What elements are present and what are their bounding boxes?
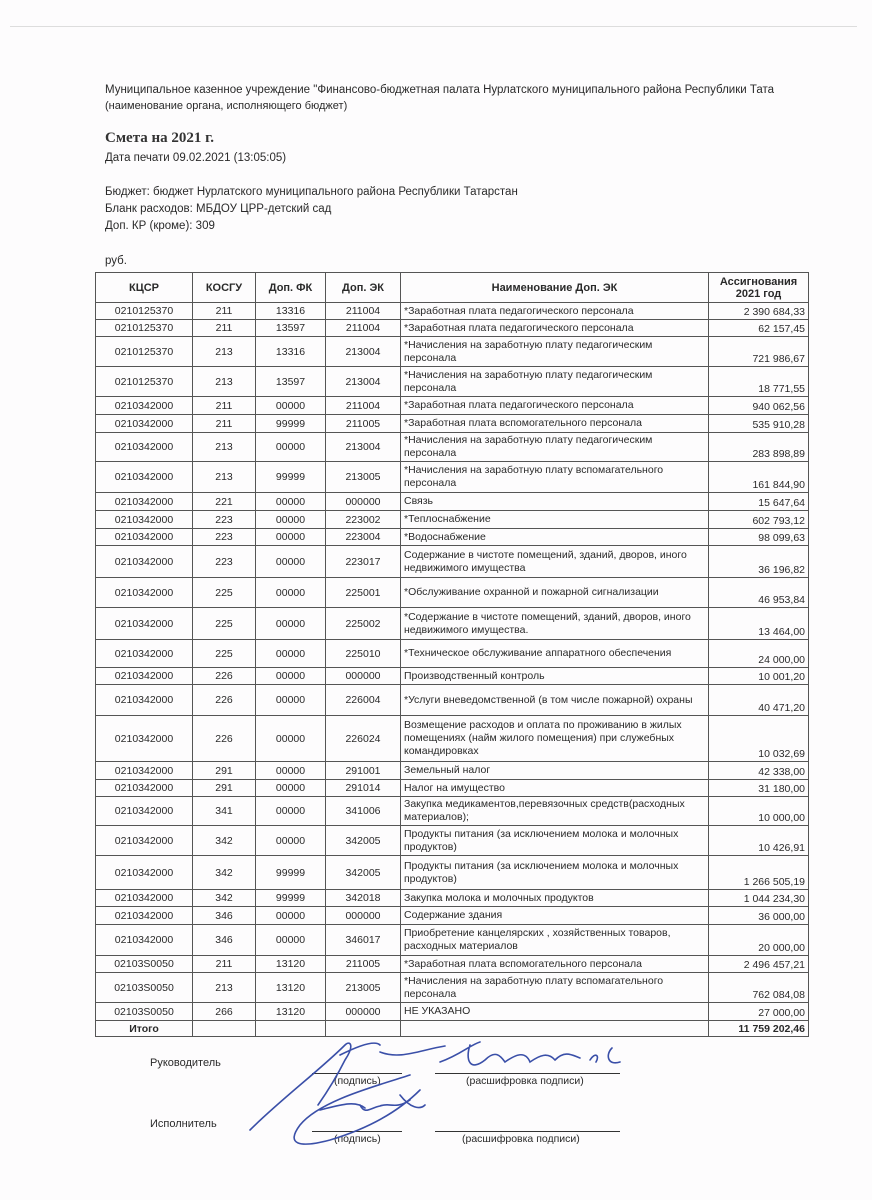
cell-amount: 1 044 234,30 <box>709 890 809 907</box>
cell-kcsr: 0210342000 <box>96 797 193 826</box>
cell-dop-fk: 99999 <box>256 462 326 493</box>
cell-name: *Начисления на заработную плату вспомагательного персонала <box>401 973 709 1003</box>
cell-dop-fk: 00000 <box>256 397 326 415</box>
cell-amount: 18 771,55 <box>709 367 809 397</box>
cell-kosgu: 291 <box>193 762 256 780</box>
cell-amount: 10 032,69 <box>709 716 809 762</box>
cell-dop-ek: 223017 <box>326 546 401 578</box>
cell-kcsr: 0210342000 <box>96 578 193 608</box>
cell-dop-fk: 00000 <box>256 780 326 797</box>
cell-name: *Водоснабжение <box>401 529 709 546</box>
cell-kosgu: 223 <box>193 529 256 546</box>
executor-signature <box>294 1075 425 1144</box>
total-label: Итого <box>96 1021 193 1037</box>
cell-name: Закупка молока и молочных продуктов <box>401 890 709 907</box>
cell-dop-fk: 00000 <box>256 433 326 462</box>
cell-amount: 31 180,00 <box>709 780 809 797</box>
cell-dop-ek: 213005 <box>326 462 401 493</box>
cell-name: *Заработная плата педагогического персонала <box>401 397 709 415</box>
cell-name: НЕ УКАЗАНО <box>401 1003 709 1021</box>
cell-kcsr: 0210342000 <box>96 890 193 907</box>
cell-dop-ek: 211004 <box>326 320 401 337</box>
cell-dop-fk: 00000 <box>256 762 326 780</box>
cell-kcsr: 0210342000 <box>96 529 193 546</box>
budget-line: Бюджет: бюджет Нурлатского муниципального района Республики Татарстан <box>105 186 518 198</box>
cell-dop-fk: 00000 <box>256 716 326 762</box>
cell-name: Налог на имущество <box>401 780 709 797</box>
cell-kosgu: 223 <box>193 546 256 578</box>
cell-kosgu: 211 <box>193 320 256 337</box>
document-title: Смета на 2021 г. <box>105 130 215 146</box>
cell-dop-ek: 226024 <box>326 716 401 762</box>
cell-name: Продукты питания (за исключением молока и молочных продуктов) <box>401 826 709 856</box>
cell-dop-fk: 99999 <box>256 890 326 907</box>
cell-dop-ek: 342005 <box>326 856 401 890</box>
cell-name: Земельный налог <box>401 762 709 780</box>
cell-dop-fk: 00000 <box>256 546 326 578</box>
executor-label: Исполнитель <box>150 1118 217 1130</box>
cell-amount: 36 196,82 <box>709 546 809 578</box>
cell-dop-ek: 225001 <box>326 578 401 608</box>
cell-kosgu: 213 <box>193 433 256 462</box>
head-signature <box>250 1043 445 1130</box>
cell-dop-fk: 00000 <box>256 797 326 826</box>
cell-amount: 762 084,08 <box>709 973 809 1003</box>
head-label: Руководитель <box>150 1057 221 1069</box>
cell-kosgu: 226 <box>193 668 256 685</box>
cell-amount: 940 062,56 <box>709 397 809 415</box>
cell-kosgu: 346 <box>193 907 256 925</box>
cell-name: Продукты питания (за исключением молока и молочных продуктов) <box>401 856 709 890</box>
organization-caption: (наименование органа, исполняющего бюджет) <box>105 100 348 112</box>
cell-amount: 10 426,91 <box>709 826 809 856</box>
cell-kcsr: 0210342000 <box>96 415 193 433</box>
head-decode-caption: (расшифровка подписи) <box>466 1075 584 1087</box>
cell-dop-fk: 13120 <box>256 1003 326 1021</box>
cell-amount: 42 338,00 <box>709 762 809 780</box>
cell-dop-fk: 00000 <box>256 826 326 856</box>
cell-kosgu: 225 <box>193 640 256 668</box>
cell-dop-fk: 13597 <box>256 320 326 337</box>
cell-amount: 10 000,00 <box>709 797 809 826</box>
blank-line: Бланк расходов: МБДОУ ЦРР-детский сад <box>105 203 332 215</box>
cell-kcsr: 0210342000 <box>96 433 193 462</box>
cell-name: *Услуги вневедомственной (в том числе пожарной) охраны <box>401 685 709 716</box>
cell-kcsr: 0210342000 <box>96 925 193 956</box>
cell-dop-fk: 00000 <box>256 511 326 529</box>
cell-kcsr: 0210342000 <box>96 780 193 797</box>
cell-dop-fk: 00000 <box>256 668 326 685</box>
cell-name: *Заработная плата вспомогательного персонала <box>401 956 709 973</box>
cell-kosgu: 225 <box>193 608 256 640</box>
cell-amount: 24 000,00 <box>709 640 809 668</box>
cell-amount: 20 000,00 <box>709 925 809 956</box>
cell-dop-ek: 213004 <box>326 367 401 397</box>
cell-amount: 1 266 505,19 <box>709 856 809 890</box>
cell-kosgu: 225 <box>193 578 256 608</box>
cell-name: Приобретение канцелярских , хозяйственных товаров, расходных материалов <box>401 925 709 956</box>
cell-amount: 535 910,28 <box>709 415 809 433</box>
cell-dop-ek: 213004 <box>326 337 401 367</box>
cell-dop-ek: 000000 <box>326 493 401 511</box>
cell-kcsr: 0210342000 <box>96 608 193 640</box>
head-name-handwriting <box>440 1042 620 1065</box>
organization-name: Муниципальное казенное учреждение "Финансово-бюджетная палата Нурлатского муниципального района Республики Тата <box>105 84 775 96</box>
cell-amount: 98 099,63 <box>709 529 809 546</box>
cell-amount: 2 390 684,33 <box>709 303 809 320</box>
cell-amount: 2 496 457,21 <box>709 956 809 973</box>
cell-amount: 36 000,00 <box>709 907 809 925</box>
cell-amount: 283 898,89 <box>709 433 809 462</box>
cell-dop-fk: 00000 <box>256 529 326 546</box>
cell-kosgu: 211 <box>193 397 256 415</box>
cell-amount: 46 953,84 <box>709 578 809 608</box>
executor-decode-caption: (расшифровка подписи) <box>462 1133 580 1145</box>
col-dop-fk: Доп. ФК <box>256 273 326 303</box>
cell-kosgu: 211 <box>193 956 256 973</box>
total-value: 11 759 202,46 <box>709 1021 809 1037</box>
cell-dop-fk: 00000 <box>256 493 326 511</box>
cell-name: *Заработная плата вспомогательного персонала <box>401 415 709 433</box>
cell-kcsr: 02103S0050 <box>96 956 193 973</box>
cell-dop-ek: 211004 <box>326 303 401 320</box>
cell-kosgu: 213 <box>193 337 256 367</box>
cell-name: *Техническое обслуживание аппаратного обеспечения <box>401 640 709 668</box>
cell-dop-fk: 00000 <box>256 578 326 608</box>
cell-name: *Обслуживание охранной и пожарной сигнализации <box>401 578 709 608</box>
cell-dop-ek: 291014 <box>326 780 401 797</box>
cell-dop-ek: 342018 <box>326 890 401 907</box>
cell-name: *Содержание в чистоте помещений, зданий, дворов, иного недвижимого имущества. <box>401 608 709 640</box>
cell-dop-ek: 211005 <box>326 415 401 433</box>
cell-amount: 62 157,45 <box>709 320 809 337</box>
cell-kcsr: 0210342000 <box>96 685 193 716</box>
cell-kcsr: 02103S0050 <box>96 973 193 1003</box>
cell-dop-fk: 13597 <box>256 367 326 397</box>
cell-amount: 15 647,64 <box>709 493 809 511</box>
cell-kosgu: 226 <box>193 716 256 762</box>
cell-kosgu: 211 <box>193 303 256 320</box>
cell-kosgu: 342 <box>193 826 256 856</box>
executor-signature-caption: (подпись) <box>334 1133 381 1145</box>
cell-name: Содержание в чистоте помещений, зданий, дворов, иного недвижимого имущества <box>401 546 709 578</box>
currency-label: руб. <box>105 255 127 267</box>
cell-kosgu: 213 <box>193 367 256 397</box>
cell-dop-ek: 000000 <box>326 907 401 925</box>
cell-kosgu: 213 <box>193 462 256 493</box>
head-signature-caption: (подпись) <box>334 1075 381 1087</box>
cell-name: *Начисления на заработную плату вспомагательного персонала <box>401 462 709 493</box>
col-name: Наименование Доп. ЭК <box>401 273 709 303</box>
cell-dop-ek: 000000 <box>326 1003 401 1021</box>
cell-dop-ek: 213004 <box>326 433 401 462</box>
cell-kcsr: 0210342000 <box>96 640 193 668</box>
cell-kosgu: 226 <box>193 685 256 716</box>
cell-dop-ek: 225010 <box>326 640 401 668</box>
cell-name: *Заработная плата педагогического персонала <box>401 320 709 337</box>
cell-name: *Начисления на заработную плату педагогическим персонала <box>401 433 709 462</box>
cell-dop-ek: 342005 <box>326 826 401 856</box>
cell-dop-ek: 346017 <box>326 925 401 956</box>
cell-dop-ek: 226004 <box>326 685 401 716</box>
cell-dop-fk: 13120 <box>256 956 326 973</box>
cell-dop-fk: 00000 <box>256 640 326 668</box>
cell-kcsr: 0210342000 <box>96 397 193 415</box>
cell-amount: 721 986,67 <box>709 337 809 367</box>
cell-kosgu: 221 <box>193 493 256 511</box>
cell-kosgu: 342 <box>193 856 256 890</box>
cell-name: Закупка медикаментов,перевязочных средств(расходных материалов); <box>401 797 709 826</box>
cell-kcsr: 0210125370 <box>96 303 193 320</box>
cell-kcsr: 0210342000 <box>96 716 193 762</box>
cell-kosgu: 291 <box>193 780 256 797</box>
cell-dop-ek: 341006 <box>326 797 401 826</box>
cell-kosgu: 211 <box>193 415 256 433</box>
cell-kosgu: 341 <box>193 797 256 826</box>
cell-name: Производственный контроль <box>401 668 709 685</box>
cell-kcsr: 0210342000 <box>96 462 193 493</box>
cell-amount: 161 844,90 <box>709 462 809 493</box>
cell-name: Связь <box>401 493 709 511</box>
col-amount: Ассигнования 2021 год <box>709 273 809 303</box>
cell-kosgu: 346 <box>193 925 256 956</box>
cell-dop-fk: 99999 <box>256 415 326 433</box>
cell-dop-fk: 13316 <box>256 303 326 320</box>
cell-kcsr: 0210342000 <box>96 668 193 685</box>
dop-kr-line: Доп. КР (кроме): 309 <box>105 220 215 232</box>
cell-name: *Заработная плата педагогического персонала <box>401 303 709 320</box>
cell-dop-ek: 225002 <box>326 608 401 640</box>
cell-amount: 13 464,00 <box>709 608 809 640</box>
print-date: Дата печати 09.02.2021 (13:05:05) <box>105 152 287 164</box>
cell-kosgu: 223 <box>193 511 256 529</box>
cell-kosgu: 342 <box>193 890 256 907</box>
cell-kcsr: 0210342000 <box>96 493 193 511</box>
cell-name: *Начисления на заработную плату педагогическим персонала <box>401 337 709 367</box>
cell-dop-fk: 00000 <box>256 907 326 925</box>
cell-dop-fk: 00000 <box>256 608 326 640</box>
cell-dop-fk: 99999 <box>256 856 326 890</box>
cell-name: *Начисления на заработную плату педагогическим персонала <box>401 367 709 397</box>
cell-name: Возмещение расходов и оплата по проживанию в жилых помещениях (найм жилого помещения) при служебных командировках <box>401 716 709 762</box>
cell-kcsr: 0210342000 <box>96 511 193 529</box>
cell-dop-fk: 13316 <box>256 337 326 367</box>
cell-kcsr: 0210342000 <box>96 856 193 890</box>
cell-name: *Теплоснабжение <box>401 511 709 529</box>
cell-dop-ek: 291001 <box>326 762 401 780</box>
cell-dop-ek: 213005 <box>326 973 401 1003</box>
cell-name: Содержание здания <box>401 907 709 925</box>
cell-kosgu: 213 <box>193 973 256 1003</box>
cell-kcsr: 0210342000 <box>96 762 193 780</box>
cell-dop-fk: 00000 <box>256 925 326 956</box>
cell-amount: 27 000,00 <box>709 1003 809 1021</box>
cell-dop-ek: 211004 <box>326 397 401 415</box>
cell-kcsr: 0210125370 <box>96 337 193 367</box>
cell-dop-ek: 211005 <box>326 956 401 973</box>
cell-kosgu: 266 <box>193 1003 256 1021</box>
col-kcsr: КЦСР <box>96 273 193 303</box>
cell-dop-ek: 223004 <box>326 529 401 546</box>
cell-kcsr: 0210342000 <box>96 546 193 578</box>
cell-kcsr: 0210342000 <box>96 826 193 856</box>
cell-dop-fk: 13120 <box>256 973 326 1003</box>
cell-amount: 10 001,20 <box>709 668 809 685</box>
col-dop-ek: Доп. ЭК <box>326 273 401 303</box>
cell-kcsr: 0210342000 <box>96 907 193 925</box>
cell-kcsr: 0210125370 <box>96 320 193 337</box>
cell-dop-fk: 00000 <box>256 685 326 716</box>
cell-dop-ek: 223002 <box>326 511 401 529</box>
cell-dop-ek: 000000 <box>326 668 401 685</box>
cell-kcsr: 02103S0050 <box>96 1003 193 1021</box>
cell-amount: 40 471,20 <box>709 685 809 716</box>
cell-kcsr: 0210125370 <box>96 367 193 397</box>
col-kosgu: КОСГУ <box>193 273 256 303</box>
cell-amount: 602 793,12 <box>709 511 809 529</box>
